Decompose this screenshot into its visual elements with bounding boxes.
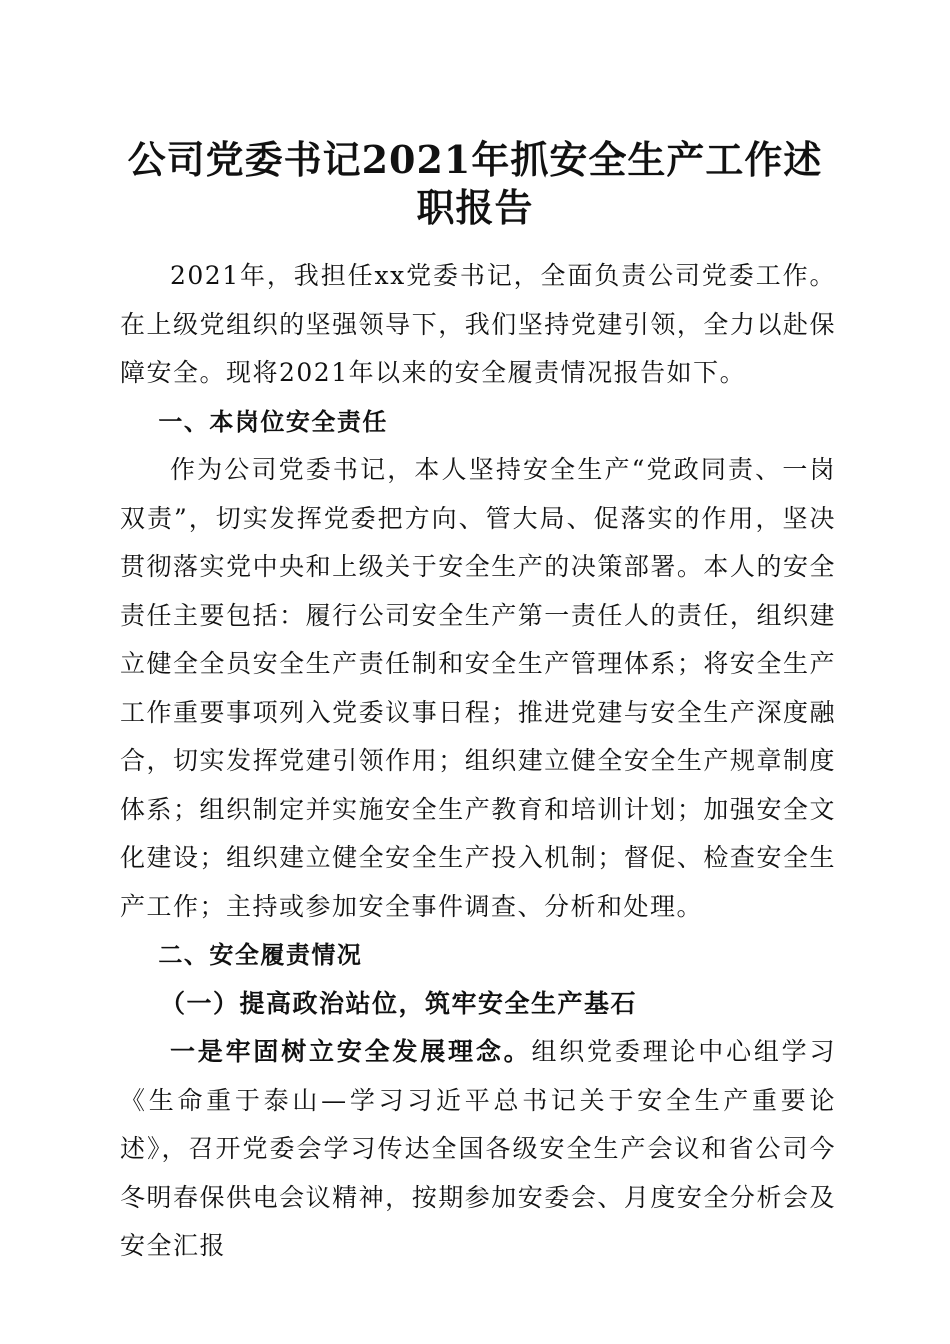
section-2-lead: 一是牢固树立安全发展理念。 [170,1037,532,1066]
section-2-subheading: （一）提高政治站位，筑牢安全生产基石 [160,988,638,1018]
section-2-text: 组织党委理论中心组学习《生命重于泰山—学习习近平总书记关于安全生产重要论述》，召开党委会学习传达全国各级安全生产会议和省公司今冬明春保供电会议精神，按期参加安委会、月度安全分析会及安全汇报 [120,1037,836,1260]
section-2-paragraph [120,1028,836,1271]
document-title: 公司党委书记2021年抓安全生产工作述职报告 [127,137,823,230]
section-1-heading: 一、本岗位安全责任 [158,407,388,436]
intro-paragraph: 2021年，我担任xx党委书记，全面负责公司党委工作。在上级党组织的坚强领导下，我们坚持党建引领，全力以赴保障安全。现将2021年以来的安全履责情况报告如下。 [120,261,836,387]
section-1-paragraph: 作为公司党委书记，本人坚持安全生产“党政同责、一岗双责”，切实发挥党委把方向、管大局、促落实的作用，坚决贯彻落实党中央和上级关于安全生产的决策部署。本人的安全责任主要包括：履行公司安全生产第一责任人的责任，组织建立健全全员安全生产责任制和安全生产管理体系；将安全生产工作重要事项列入党委议事日程；推进党建与安全生产深度融合，切实发挥党建引领作用；组织建立健全安全生产规章制度体系；组织制定并实施安全生产教育和培训计划；加强安全文化建设；组织建立健全安全生产投入机制；督促、检查安全生产工作；主持或参加安全事件调查、分析和处理。 [120,455,836,921]
section-2-heading: 二、安全履责情况 [158,941,363,969]
document-body [120,252,836,1271]
